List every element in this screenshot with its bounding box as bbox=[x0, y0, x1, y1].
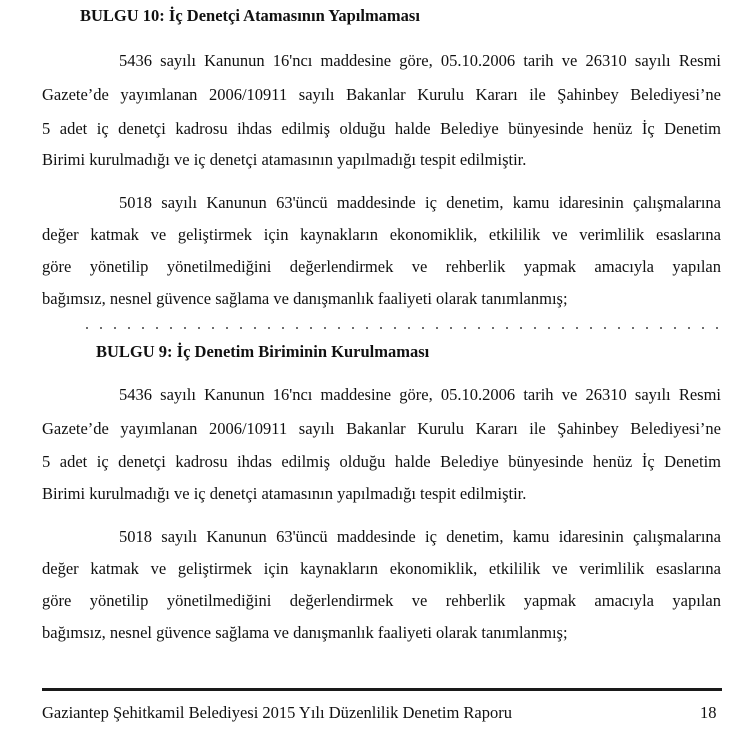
clipped-text-remnant bbox=[80, 326, 720, 330]
finding-9-heading: BULGU 9: İç Denetim Biriminin Kurulmaması bbox=[96, 342, 430, 361]
finding-9-para2-line4: bağımsız, nesnel güvence sağlama ve danışmanlık faaliyeti olarak tanımlanmış; bbox=[42, 623, 568, 642]
finding-9-para2-line1: 5018 sayılı Kanunun 63'üncü maddesinde iç denetim, kamu idaresinin çalışmalarına bbox=[119, 527, 721, 546]
finding-9-para2-line3: göre yönetilip yönetilmediğini değerlendirmek ve rehberlik yapmak amacıyla yapılan bbox=[42, 591, 721, 610]
footer-report-title: Gaziantep Şehitkamil Belediyesi 2015 Yılı Düzenlilik Denetim Raporu bbox=[42, 703, 512, 722]
finding-9-para1-line3: 5 adet iç denetçi kadrosu ihdas edilmiş olduğu halde Belediye bünyesinde henüz İç Denetim bbox=[42, 452, 721, 471]
finding-10-para1-line3: 5 adet iç denetçi kadrosu ihdas edilmiş olduğu halde Belediye bünyesinde henüz İç Denetim bbox=[42, 119, 721, 138]
finding-10-para2-line1: 5018 sayılı Kanunun 63'üncü maddesinde iç denetim, kamu idaresinin çalışmalarına bbox=[119, 193, 721, 212]
finding-10-para1-line1: 5436 sayılı Kanunun 16'ncı maddesine göre, 05.10.2006 tarih ve 26310 sayılı Resmi bbox=[119, 51, 721, 70]
finding-10-para2-line2: değer katmak ve geliştirmek için kaynakların ekonomiklik, etkililik ve verimlilik esaslarına bbox=[42, 225, 721, 244]
finding-9-para1-line4: Birimi kurulmadığı ve iç denetçi atamasının yapılmadığı tespit edilmiştir. bbox=[42, 484, 527, 503]
finding-9-para1-line1: 5436 sayılı Kanunun 16'ncı maddesine göre, 05.10.2006 tarih ve 26310 sayılı Resmi bbox=[119, 385, 721, 404]
finding-10-para2-line4: bağımsız, nesnel güvence sağlama ve danışmanlık faaliyeti olarak tanımlanmış; bbox=[42, 289, 568, 308]
finding-9-para1-line2: Gazete’de yayımlanan 2006/10911 sayılı Bakanlar Kurulu Kararı ile Şahinbey Belediyesi’ne bbox=[42, 419, 721, 438]
finding-10-para1-line2: Gazete’de yayımlanan 2006/10911 sayılı Bakanlar Kurulu Kararı ile Şahinbey Belediyesi’ne bbox=[42, 85, 721, 104]
finding-10-para1-line4: Birimi kurulmadığı ve iç denetçi atamasının yapılmadığı tespit edilmiştir. bbox=[42, 150, 527, 169]
finding-9-para2-line2: değer katmak ve geliştirmek için kaynakların ekonomiklik, etkililik ve verimlilik esaslarına bbox=[42, 559, 721, 578]
footer-divider bbox=[42, 688, 722, 691]
page-number: 18 bbox=[700, 703, 717, 722]
finding-10-para2-line3: göre yönetilip yönetilmediğini değerlendirmek ve rehberlik yapmak amacıyla yapılan bbox=[42, 257, 721, 276]
finding-10-heading: BULGU 10: İç Denetçi Atamasının Yapılmaması bbox=[80, 6, 420, 25]
